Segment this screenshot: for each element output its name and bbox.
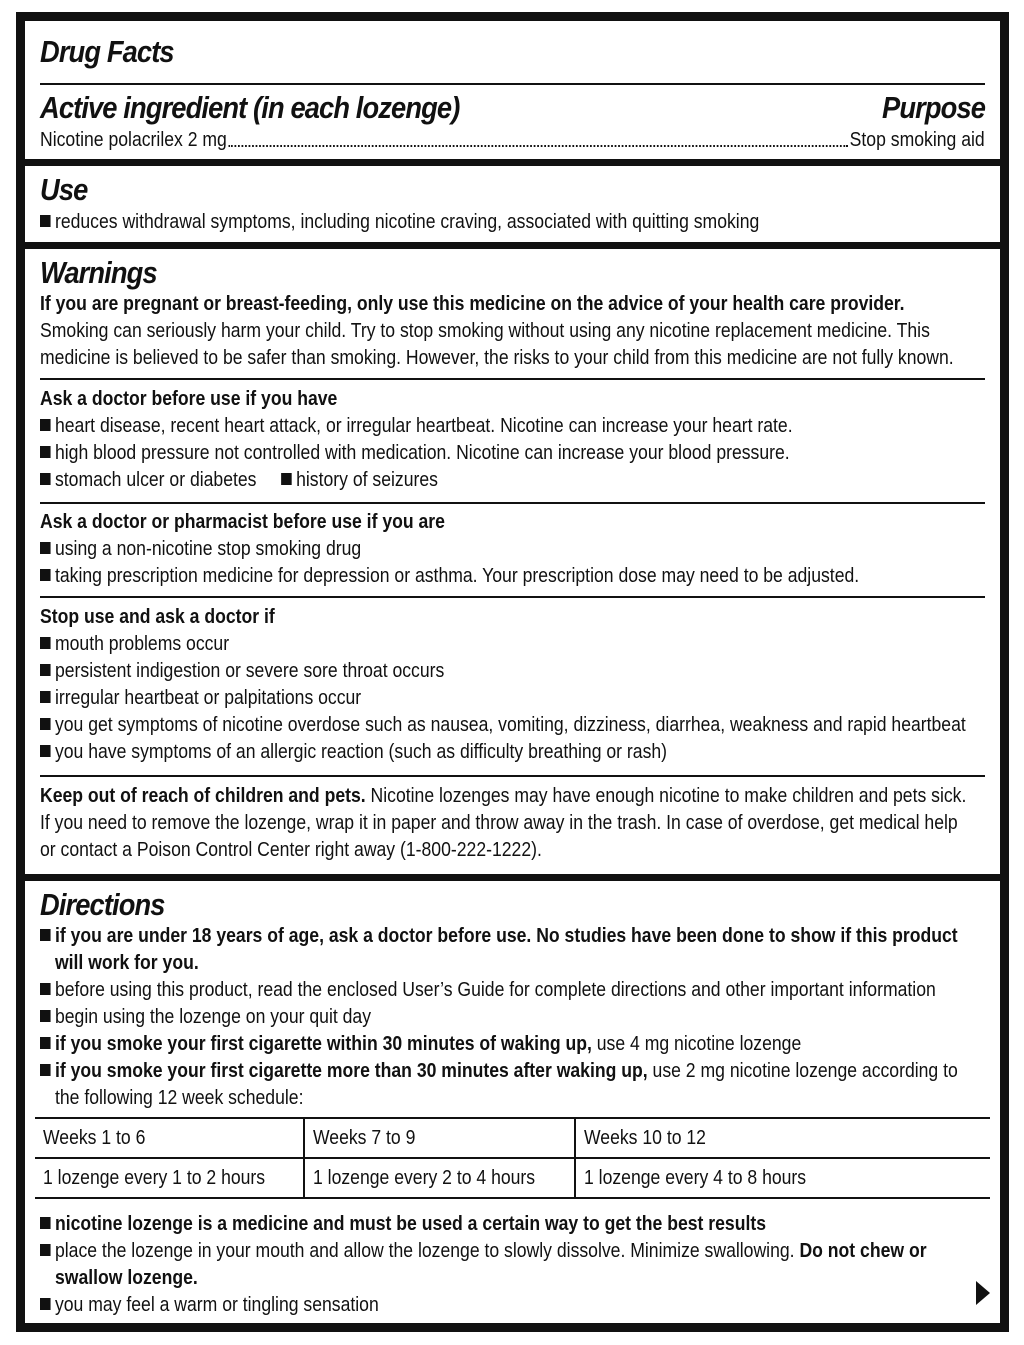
square-bullet-icon bbox=[40, 569, 51, 581]
table-header-cell: Weeks 10 to 12 bbox=[575, 1118, 990, 1158]
title-rule bbox=[40, 83, 985, 85]
table-header-cell: Weeks 7 to 9 bbox=[304, 1118, 574, 1158]
square-bullet-icon bbox=[40, 1010, 51, 1022]
subsection-divider bbox=[40, 502, 985, 504]
square-bullet-icon bbox=[40, 1244, 51, 1256]
square-bullet-icon bbox=[40, 691, 51, 703]
drug-facts-title: Drug Facts bbox=[40, 34, 174, 69]
subsection-divider bbox=[40, 775, 985, 777]
subsection-divider bbox=[40, 596, 985, 598]
pregnancy-warning: If you are pregnant or breast-feeding, only use this medicine on the advice of your health care provider. Smoking can seriously harm your child. Try to stop smoking without using any nicotine replacement medicine. This medicine is believed to be safer than smoking. However, the risks to your child from this medicine are not fully known. bbox=[40, 293, 954, 369]
square-bullet-icon bbox=[40, 983, 51, 995]
square-bullet-icon bbox=[40, 473, 51, 485]
subsection-divider bbox=[40, 378, 985, 380]
ask-pharmacist-section: Ask a doctor or pharmacist before use if you are using a non-nicotine stop smoking drug taking prescription medicine for depression or asthma. Your prescription dose may need to be adjusted. bbox=[40, 511, 860, 587]
ingredient-row bbox=[40, 127, 985, 154]
table-cell: 1 lozenge every 1 to 2 hours bbox=[35, 1158, 304, 1198]
square-bullet-icon bbox=[40, 745, 51, 757]
square-bullet-icon bbox=[40, 1037, 51, 1049]
square-bullet-icon bbox=[40, 718, 51, 730]
square-bullet-icon bbox=[40, 215, 51, 227]
square-bullet-icon bbox=[40, 1064, 51, 1076]
table-row bbox=[35, 1118, 990, 1158]
dosing-schedule-table bbox=[35, 1117, 990, 1199]
square-bullet-icon bbox=[40, 637, 51, 649]
section-divider bbox=[25, 242, 1000, 249]
ask-doctor-section: Ask a doctor before use if you have heart disease, recent heart attack, or irregular heartbeat. Nicotine can increase your heart rate. high blood pressure not controlled with medication. Nicotine can increase your blood pressure. stomach ulcer or diabetes history of seizures bbox=[40, 388, 793, 491]
square-bullet-icon bbox=[40, 1298, 51, 1310]
square-bullet-icon bbox=[40, 664, 51, 676]
table-cell: 1 lozenge every 4 to 8 hours bbox=[575, 1158, 990, 1198]
active-ingredient-heading: Active ingredient (in each lozenge) bbox=[40, 90, 460, 125]
square-bullet-icon bbox=[40, 542, 51, 554]
table-cell: 1 lozenge every 2 to 4 hours bbox=[304, 1158, 574, 1198]
ask-pharmacist-heading: Ask a doctor or pharmacist before use if you are bbox=[40, 511, 445, 533]
ingredient-name: Nicotine polacrilex 2 mg bbox=[40, 129, 227, 151]
stop-use-heading: Stop use and ask a doctor if bbox=[40, 606, 275, 628]
drug-facts-label bbox=[16, 12, 1009, 1332]
square-bullet-icon bbox=[40, 446, 51, 458]
use-item: reduces withdrawal symptoms, including nicotine craving, associated with quitting smoking bbox=[40, 209, 857, 236]
ingredient-purpose: Stop smoking aid bbox=[849, 129, 985, 151]
square-bullet-icon bbox=[40, 1217, 51, 1229]
directions-heading: Directions bbox=[40, 887, 165, 922]
square-bullet-icon bbox=[281, 473, 292, 485]
square-bullet-icon bbox=[40, 929, 51, 941]
triangle-right-icon bbox=[976, 1281, 990, 1305]
table-header-cell: Weeks 1 to 6 bbox=[35, 1118, 304, 1158]
table-row bbox=[35, 1158, 990, 1198]
square-bullet-icon bbox=[40, 419, 51, 431]
section-divider bbox=[25, 874, 1000, 881]
keep-out-section: Keep out of reach of children and pets. Nicotine lozenges may have enough nicotine to make children and pets sick. If you need to remove the lozenge, wrap it in paper and throw away in the trash. In case of overdose, get medical help or contact a Poison Control Center right away (1-800-222-1222). bbox=[40, 785, 967, 861]
warnings-heading: Warnings bbox=[40, 255, 157, 290]
purpose-heading: Purpose bbox=[882, 90, 985, 125]
ask-doctor-heading: Ask a doctor before use if you have bbox=[40, 388, 338, 410]
stop-use-section: Stop use and ask a doctor if mouth problems occur persistent indigestion or severe sore throat occurs irregular heartbeat or palpitations occur you get symptoms of nicotine overdose such as nausea, vomiting, dizziness, diarrhea, weakness and rapid heartbeat you have symptoms of an allergic reaction (such as difficulty breathing or rash) bbox=[40, 606, 966, 763]
directions-list-continued: nicotine lozenge is a medicine and must be used a certain way to get the best results place the lozenge in your mouth and allow the lozenge to slowly dissolve. Minimize swallowing. Do not chew or swallow lozenge. you may feel a warm or tingling sensation bbox=[40, 1211, 1024, 1319]
use-heading: Use bbox=[40, 172, 88, 207]
leader-dots bbox=[229, 145, 848, 147]
directions-list: if you are under 18 years of age, ask a doctor before use. No studies have been done to show if this product will work for you. before using this product, read the enclosed User’s Guide for complete directions and other important information begin using the lozenge on your quit day if you smoke your first cigarette within 30 minutes of waking up, use 4 mg nicotine lozenge if you smoke your first cigarette more than 30 minutes after waking up, use 2 mg nicotine lozenge according to the following 12 week schedule: bbox=[40, 923, 1024, 1112]
section-divider bbox=[25, 159, 1000, 166]
